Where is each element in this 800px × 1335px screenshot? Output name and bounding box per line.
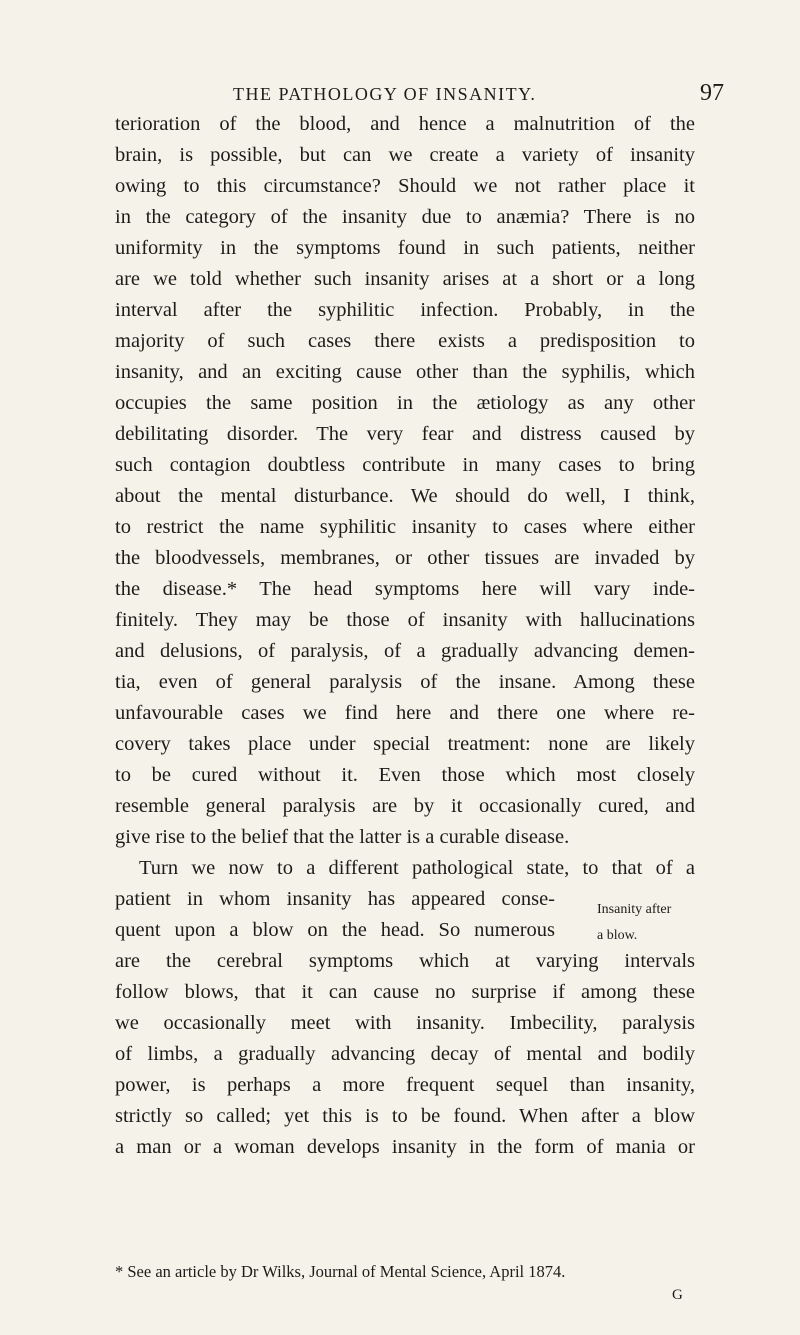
text-line: brain, is possible, but can we create a variety of insanity	[115, 144, 695, 166]
text-line: are the cerebral symptoms which at varying intervals	[115, 950, 695, 972]
text-line: power, is perhaps a more frequent sequel than insanity,	[115, 1074, 695, 1096]
text-line: follow blows, that it can cause no surprise if among these	[115, 981, 695, 1003]
text-line: to be cured without it. Even those which most closely	[115, 764, 695, 786]
text-line: interval after the syphilitic infection. Probably, in the	[115, 299, 695, 321]
text-line: strictly so called; yet this is to be found. When after a blow	[115, 1105, 695, 1127]
text-line: are we told whether such insanity arises at a short or a long	[115, 268, 695, 290]
text-line: such contagion doubtless contribute in many cases to bring	[115, 454, 695, 476]
running-title: THE PATHOLOGY OF INSANITY.	[233, 84, 537, 104]
text-line: finitely. They may be those of insanity with hallucinations	[115, 609, 695, 631]
text-line: majority of such cases there exists a predisposition to	[115, 330, 695, 352]
body-text	[115, 109, 695, 1163]
text-line: terioration of the blood, and hence a malnutrition of the	[115, 113, 695, 135]
footnote: * See an article by Dr Wilks, Journal of Mental Science, April 1874.	[115, 1262, 566, 1281]
text-line: the bloodvessels, membranes, or other tissues are invaded by	[115, 547, 695, 569]
text-line: owing to this circumstance? Should we not rather place it	[115, 175, 695, 197]
text-line: debilitating disorder. The very fear and distress caused by	[115, 423, 695, 445]
text-line: about the mental disturbance. We should do well, I think,	[115, 485, 695, 507]
text-line: we occasionally meet with insanity. Imbecility, paralysis	[115, 1012, 695, 1034]
text-line: resemble general paralysis are by it occasionally cured, and	[115, 795, 695, 817]
page-header	[0, 80, 800, 110]
text-line: occupies the same position in the ætiology as any other	[115, 392, 695, 414]
signature-mark: G	[672, 1287, 683, 1303]
text-line: give rise to the belief that the latter is a curable disease.	[115, 826, 570, 848]
text-line: Turn we now to a different pathological state, to that of a	[139, 857, 695, 879]
text-line: tia, even of general paralysis of the insane. Among these	[115, 671, 695, 693]
text-line: unfavourable cases we find here and there one where re-	[115, 702, 695, 724]
text-line: to restrict the name syphilitic insanity to cases where either	[115, 516, 695, 538]
text-line: and delusions, of paralysis, of a gradually advancing demen-	[115, 640, 695, 662]
text-line: patient in whom insanity has appeared conse-	[115, 888, 555, 910]
text-line: uniformity in the symptoms found in such patients, neither	[115, 237, 695, 259]
page-number: 97	[700, 80, 724, 106]
text-line: the disease.* The head symptoms here will vary inde-	[115, 578, 695, 600]
text-line: quent upon a blow on the head. So numerous	[115, 919, 555, 941]
margin-note: a blow.	[597, 928, 638, 943]
text-line: of limbs, a gradually advancing decay of mental and bodily	[115, 1043, 695, 1065]
margin-note: Insanity after	[597, 902, 672, 917]
text-line: a man or a woman develops insanity in the form of mania or	[115, 1136, 695, 1158]
text-line: in the category of the insanity due to anæmia? There is no	[115, 206, 695, 228]
text-line: covery takes place under special treatment: none are likely	[115, 733, 695, 755]
text-line: insanity, and an exciting cause other than the syphilis, which	[115, 361, 695, 383]
